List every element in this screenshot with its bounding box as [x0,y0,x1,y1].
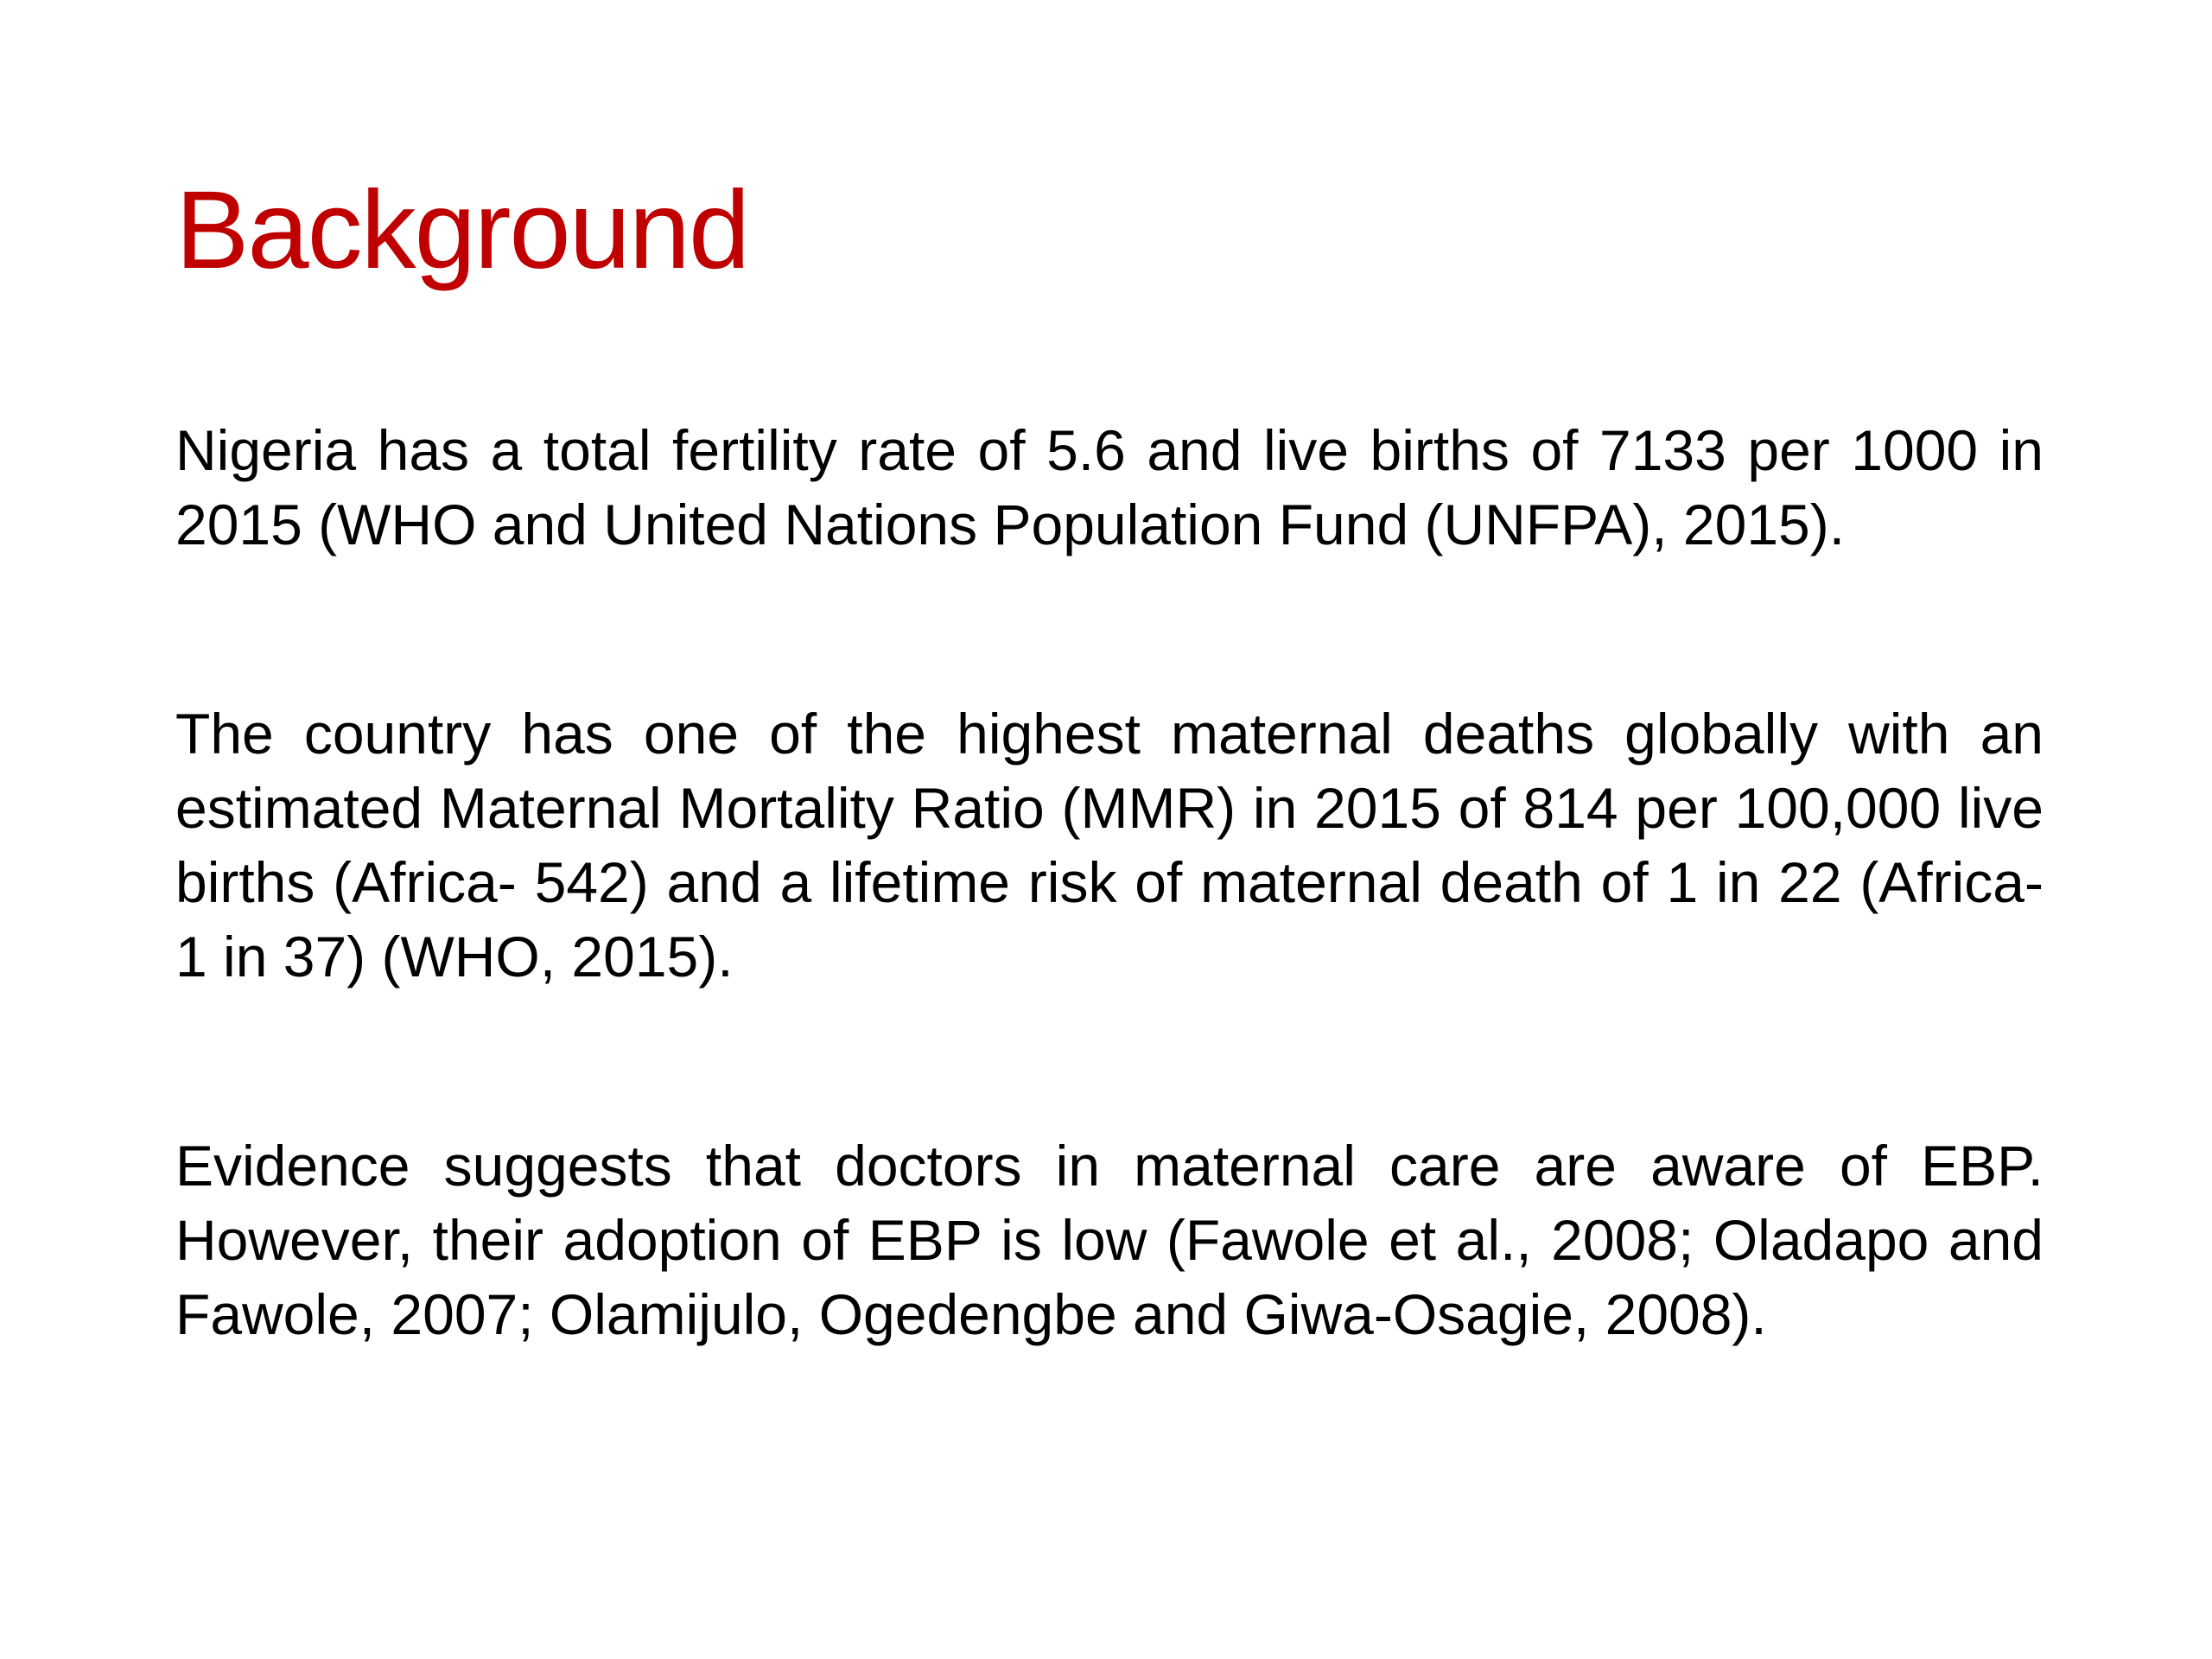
slide-title: Background [175,168,749,292]
paragraph-fertility-rate: Nigeria has a total fertility rate of 5.6 and live births of 7133 per 1000 in 2015 (WHO and United Nations Population Fund (UNFPA), 2015). [175,418,2044,556]
paragraph-ebp-adoption: Evidence suggests that doctors in maternal care are aware of EBP. However, their adoption of EBP is low (Fawole et al., 2008; Oladapo and Fawole, 2007; Olamijulo, Ogedengbe and Giwa-Osagie, 2008). [175,1134,2044,1346]
slide-body [175,413,2044,1351]
paragraph-maternal-mortality: The country has one of the highest maternal deaths globally with an estimated Maternal Mortality Ratio (MMR) in 2015 of 814 per 100,000 live births (Africa- 542) and a lifetime risk of maternal death of 1 in 22 (Africa- 1 in 37) (WHO, 2015). [175,702,2044,988]
